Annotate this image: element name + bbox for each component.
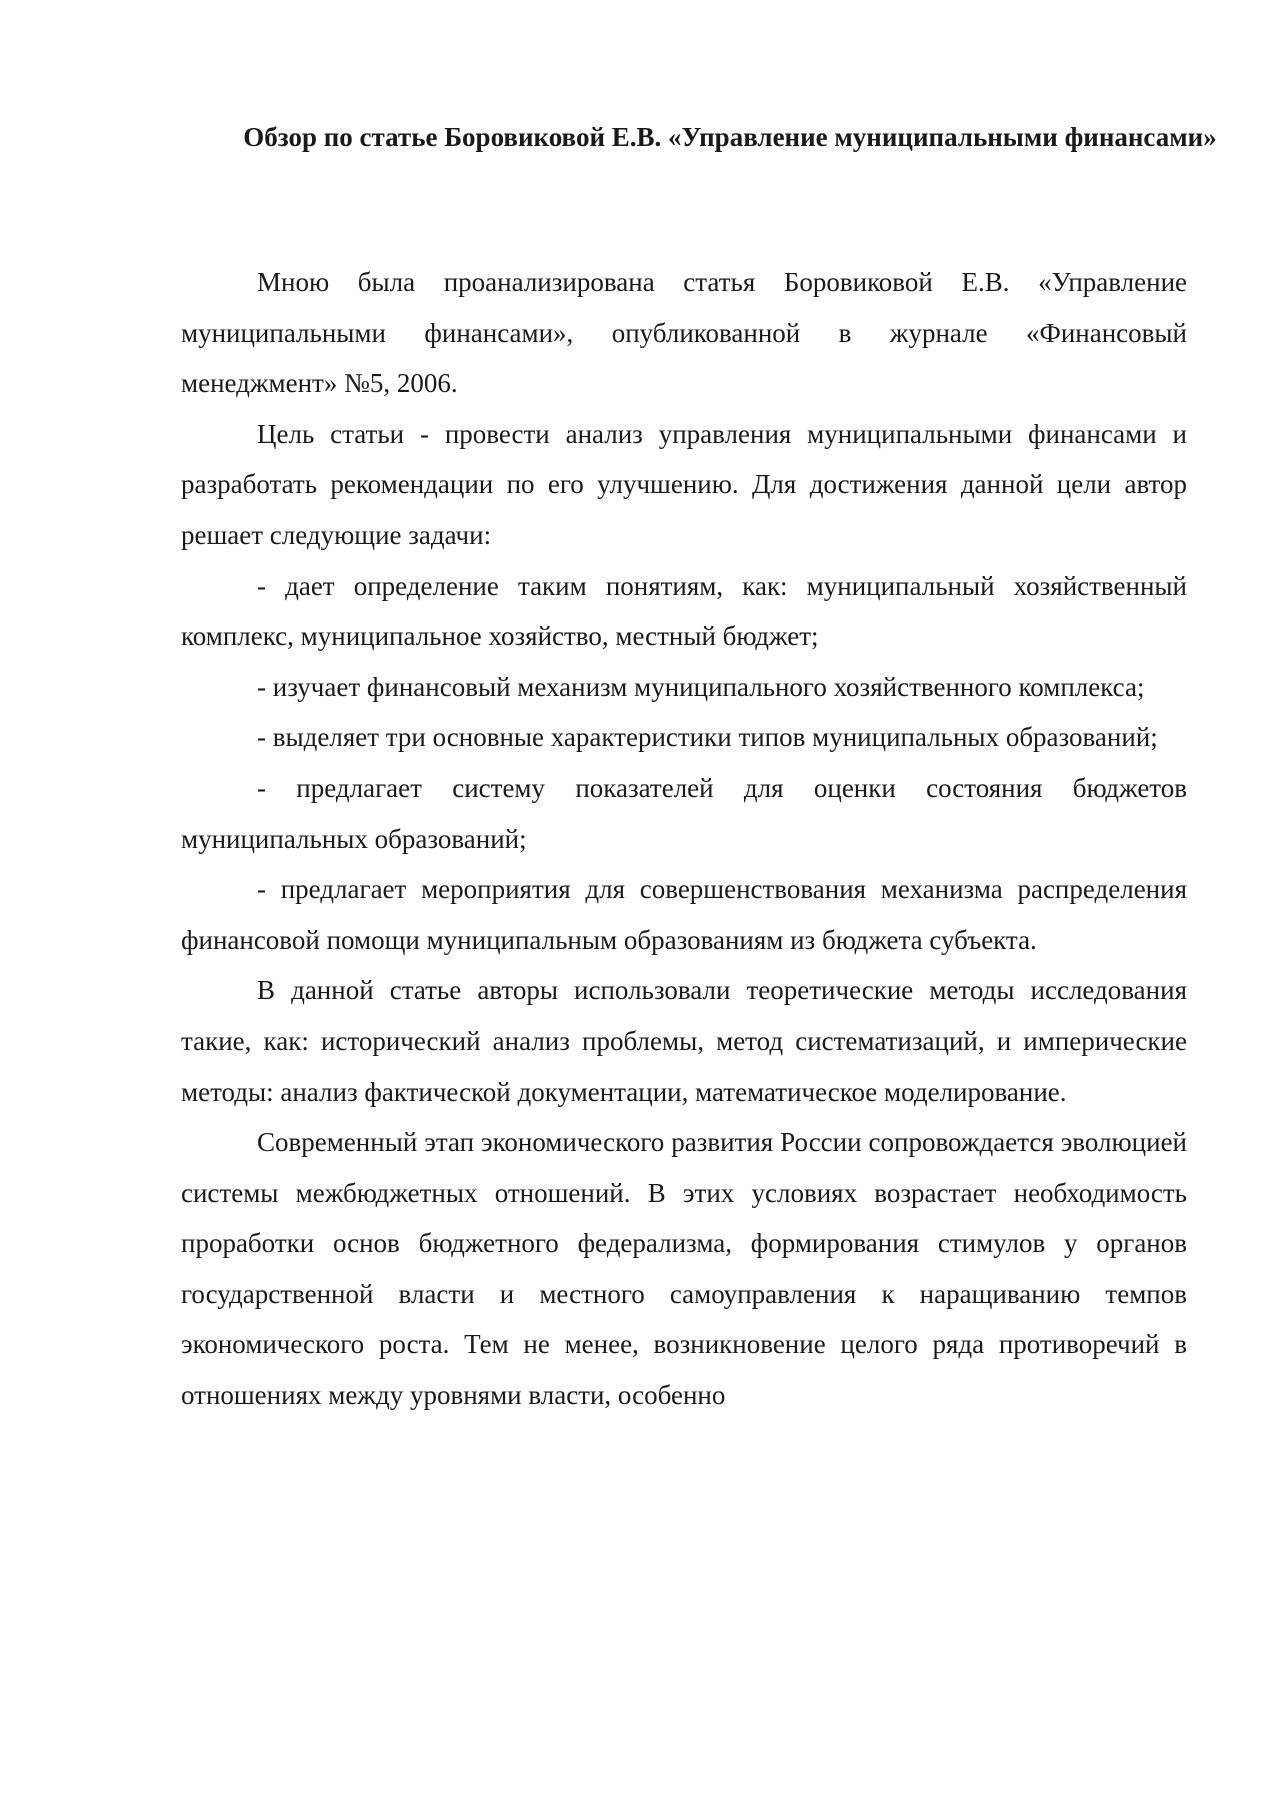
list-item-measures: - предлагает мероприятия для совершенствования механизма распределения финансовой помощи муниципальным образованиям из бюджета субъекта.: [181, 874, 1187, 955]
paragraph-context: Современный этап экономического развития России сопровождается эволюцией системы межбюджетных отношений. В этих условиях возрастает необходимость проработки основ бюджетного федерализма, формирования стимулов у органов государственной власти и местного самоуправления к наращиванию темпов экономического роста. Тем не менее, возникновение целого ряда противоречий в отношениях между уровнями власти, особенно: [181, 1127, 1187, 1411]
paragraph-methods: В данной статье авторы использовали теоретические методы исследования такие, как: исторический анализ проблемы, метод систематизаций, и имперические методы: анализ фактической документации, математическое моделирование.: [181, 975, 1187, 1107]
list-item-characteristics: - выделяет три основные характеристики типов муниципальных образований;: [257, 722, 1158, 753]
document-title: Обзор по статье Боровиковой Е.В. «Управление муниципальными финансами»: [243, 122, 1217, 152]
paragraph-intro: Мною была проанализирована статья Боровиковой Е.В. «Управление муниципальными финансами», опубликованной в журнале «Финансовый менеджмент» №5, 2006.: [181, 267, 1187, 399]
list-item-indicators: - предлагает систему показателей для оценки состояния бюджетов муниципальных образований;: [181, 772, 1187, 854]
paragraph-goal: Цель статьи - провести анализ управления муниципальными финансами и разработать рекомендации по его улучшению. Для достижения данной цели автор решает следующие задачи:: [181, 418, 1187, 550]
document-body: [181, 257, 1187, 1421]
list-item-definitions: - дает определение таким понятиям, как: муниципальный хозяйственный комплекс, муниципальное хозяйство, местный бюджет;: [181, 570, 1187, 652]
list-item-financial-mechanism: - изучает финансовый механизм муниципального хозяйственного комплекса;: [257, 671, 1145, 702]
